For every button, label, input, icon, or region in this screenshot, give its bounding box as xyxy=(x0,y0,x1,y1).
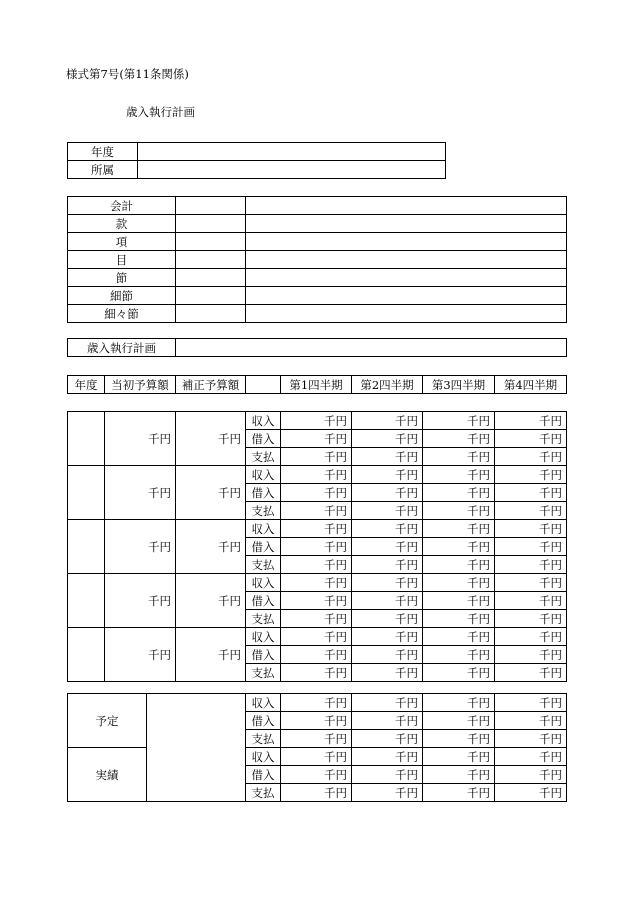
quarter-amount-cell[interactable]: 千円 xyxy=(352,748,423,766)
quarter-amount-cell[interactable]: 千円 xyxy=(281,592,352,610)
quarter-amount-cell[interactable]: 千円 xyxy=(352,694,423,712)
quarter-amount-cell[interactable]: 千円 xyxy=(423,766,495,784)
quarter-amount-cell[interactable]: 千円 xyxy=(281,784,352,802)
quarter-amount-cell[interactable]: 千円 xyxy=(423,502,495,520)
quarter-amount-cell[interactable]: 千円 xyxy=(495,412,567,430)
header-q3: 第3四半期 xyxy=(423,376,495,394)
quarter-amount-cell[interactable]: 千円 xyxy=(423,538,495,556)
revised-budget-cell[interactable]: 千円 xyxy=(176,628,246,682)
account-label: 細々節 xyxy=(68,305,176,323)
quarter-amount-cell[interactable]: 千円 xyxy=(352,664,423,682)
table-row xyxy=(68,251,567,269)
account-label: 節 xyxy=(68,269,176,287)
table-row xyxy=(68,748,567,766)
kind-label: 借入 xyxy=(246,592,281,610)
kind-label: 支払 xyxy=(246,784,281,802)
kind-label: 収入 xyxy=(246,466,281,484)
quarter-amount-cell[interactable]: 千円 xyxy=(423,730,495,748)
table-row xyxy=(68,574,567,592)
account-name-field[interactable] xyxy=(246,305,567,323)
table-row xyxy=(68,412,567,430)
quarter-amount-cell[interactable]: 千円 xyxy=(423,712,495,730)
table-row xyxy=(68,466,567,484)
quarter-amount-cell[interactable]: 千円 xyxy=(281,556,352,574)
quarter-amount-cell[interactable]: 千円 xyxy=(423,592,495,610)
kind-label: 借入 xyxy=(246,484,281,502)
quarter-amount-cell[interactable]: 千円 xyxy=(352,592,423,610)
account-table xyxy=(67,196,567,323)
quarter-amount-cell[interactable]: 千円 xyxy=(352,412,423,430)
quarter-amount-cell[interactable]: 千円 xyxy=(495,694,567,712)
account-code-field[interactable] xyxy=(176,305,246,323)
quarter-amount-cell[interactable]: 千円 xyxy=(495,502,567,520)
table-row xyxy=(68,233,567,251)
quarter-amount-cell[interactable]: 千円 xyxy=(352,466,423,484)
quarter-amount-cell[interactable]: 千円 xyxy=(281,646,352,664)
revised-budget-cell[interactable]: 千円 xyxy=(176,520,246,574)
header-q4: 第4四半期 xyxy=(495,376,567,394)
quarter-amount-cell[interactable]: 千円 xyxy=(281,412,352,430)
kind-label: 収入 xyxy=(246,694,281,712)
quarter-amount-cell[interactable]: 千円 xyxy=(281,766,352,784)
quarter-amount-cell[interactable]: 千円 xyxy=(423,748,495,766)
yearly-plan-table xyxy=(67,411,567,682)
account-name-field[interactable] xyxy=(246,197,567,215)
year-cell[interactable] xyxy=(68,466,105,520)
year-cell[interactable] xyxy=(68,574,105,628)
quarter-amount-cell[interactable]: 千円 xyxy=(495,610,567,628)
quarter-amount-cell[interactable]: 千円 xyxy=(495,628,567,646)
quarter-amount-cell[interactable]: 千円 xyxy=(495,664,567,682)
table-row xyxy=(68,269,567,287)
table-row xyxy=(68,215,567,233)
quarter-amount-cell[interactable]: 千円 xyxy=(281,748,352,766)
quarter-amount-cell[interactable]: 千円 xyxy=(281,730,352,748)
initial-budget-cell[interactable]: 千円 xyxy=(105,574,176,628)
quarter-amount-cell[interactable]: 千円 xyxy=(281,628,352,646)
quarter-amount-cell[interactable]: 千円 xyxy=(495,556,567,574)
initial-budget-cell[interactable]: 千円 xyxy=(105,412,176,466)
account-code-field[interactable] xyxy=(176,197,246,215)
quarter-amount-cell[interactable]: 千円 xyxy=(495,748,567,766)
kind-label: 支払 xyxy=(246,730,281,748)
account-code-field[interactable] xyxy=(176,251,246,269)
account-name-field[interactable] xyxy=(246,287,567,305)
kind-label: 借入 xyxy=(246,538,281,556)
quarter-amount-cell[interactable]: 千円 xyxy=(281,502,352,520)
table-row xyxy=(68,694,567,712)
quarter-amount-cell[interactable]: 千円 xyxy=(281,664,352,682)
quarter-amount-cell[interactable]: 千円 xyxy=(495,448,567,466)
quarter-amount-cell[interactable]: 千円 xyxy=(495,784,567,802)
header-kind xyxy=(246,376,281,394)
quarter-amount-cell[interactable]: 千円 xyxy=(352,712,423,730)
quarter-amount-cell[interactable]: 千円 xyxy=(423,784,495,802)
quarter-amount-cell[interactable]: 千円 xyxy=(495,574,567,592)
revised-budget-cell[interactable]: 千円 xyxy=(176,412,246,466)
quarter-amount-cell[interactable]: 千円 xyxy=(495,430,567,448)
kind-label: 収入 xyxy=(246,412,281,430)
kind-label: 借入 xyxy=(246,646,281,664)
quarter-amount-cell[interactable]: 千円 xyxy=(495,466,567,484)
quarter-amount-cell[interactable]: 千円 xyxy=(352,610,423,628)
summary-blank-cell[interactable] xyxy=(147,694,246,802)
account-code-field[interactable] xyxy=(176,233,246,251)
account-name-field[interactable] xyxy=(246,251,567,269)
quarter-amount-cell[interactable]: 千円 xyxy=(423,574,495,592)
account-label: 項 xyxy=(68,233,176,251)
account-code-field[interactable] xyxy=(176,287,246,305)
revised-budget-cell[interactable]: 千円 xyxy=(176,574,246,628)
quarter-amount-cell[interactable]: 千円 xyxy=(281,484,352,502)
kind-label: 支払 xyxy=(246,502,281,520)
actual-label: 実績 xyxy=(68,748,147,802)
account-name-field[interactable] xyxy=(246,269,567,287)
initial-budget-cell[interactable]: 千円 xyxy=(105,628,176,682)
quarter-amount-cell[interactable]: 千円 xyxy=(423,466,495,484)
kind-label: 支払 xyxy=(246,448,281,466)
quarter-amount-cell[interactable]: 千円 xyxy=(495,538,567,556)
table-row xyxy=(68,520,567,538)
column-header-table xyxy=(67,375,567,394)
plan-name-table xyxy=(67,338,567,357)
header-year: 年度 xyxy=(68,376,105,394)
quarter-amount-cell[interactable]: 千円 xyxy=(352,628,423,646)
account-label: 目 xyxy=(68,251,176,269)
quarter-amount-cell[interactable]: 千円 xyxy=(352,448,423,466)
department-field[interactable] xyxy=(138,161,446,179)
table-row xyxy=(68,339,567,357)
quarter-amount-cell[interactable]: 千円 xyxy=(423,430,495,448)
quarter-amount-cell[interactable]: 千円 xyxy=(423,628,495,646)
account-name-field[interactable] xyxy=(246,215,567,233)
quarter-amount-cell[interactable]: 千円 xyxy=(495,484,567,502)
quarter-amount-cell[interactable]: 千円 xyxy=(352,646,423,664)
year-cell[interactable] xyxy=(68,520,105,574)
quarter-amount-cell[interactable]: 千円 xyxy=(281,610,352,628)
account-label: 細節 xyxy=(68,287,176,305)
account-code-field[interactable] xyxy=(176,269,246,287)
table-row xyxy=(68,287,567,305)
quarter-amount-cell[interactable]: 千円 xyxy=(495,766,567,784)
quarter-amount-cell[interactable]: 千円 xyxy=(281,448,352,466)
quarter-amount-cell[interactable]: 千円 xyxy=(281,712,352,730)
quarter-amount-cell[interactable]: 千円 xyxy=(423,484,495,502)
quarter-amount-cell[interactable]: 千円 xyxy=(281,538,352,556)
quarter-amount-cell[interactable]: 千円 xyxy=(495,520,567,538)
year-cell[interactable] xyxy=(68,628,105,682)
kind-label: 支払 xyxy=(246,610,281,628)
kind-label: 借入 xyxy=(246,430,281,448)
meta-table xyxy=(67,142,446,179)
quarter-amount-cell[interactable]: 千円 xyxy=(495,730,567,748)
year-label: 年度 xyxy=(68,143,138,161)
quarter-amount-cell[interactable]: 千円 xyxy=(495,712,567,730)
document-title: 歳入執行計画 xyxy=(126,105,195,119)
quarter-amount-cell[interactable]: 千円 xyxy=(352,520,423,538)
quarter-amount-cell[interactable]: 千円 xyxy=(423,412,495,430)
kind-label: 収入 xyxy=(246,520,281,538)
quarter-amount-cell[interactable]: 千円 xyxy=(495,646,567,664)
quarter-amount-cell[interactable]: 千円 xyxy=(281,574,352,592)
account-label: 款 xyxy=(68,215,176,233)
account-code-field[interactable] xyxy=(176,215,246,233)
kind-label: 収入 xyxy=(246,628,281,646)
quarter-amount-cell[interactable]: 千円 xyxy=(352,766,423,784)
quarter-amount-cell[interactable]: 千円 xyxy=(352,430,423,448)
kind-label: 収入 xyxy=(246,574,281,592)
quarter-amount-cell[interactable]: 千円 xyxy=(423,520,495,538)
quarter-amount-cell[interactable]: 千円 xyxy=(495,592,567,610)
quarter-amount-cell[interactable]: 千円 xyxy=(423,694,495,712)
department-label: 所属 xyxy=(68,161,138,179)
planned-label: 予定 xyxy=(68,694,147,748)
table-row xyxy=(68,628,567,646)
header-q1: 第1四半期 xyxy=(281,376,352,394)
quarter-amount-cell[interactable]: 千円 xyxy=(352,538,423,556)
form-number: 様式第7号(第11条関係) xyxy=(66,67,189,81)
quarter-amount-cell[interactable]: 千円 xyxy=(423,448,495,466)
quarter-amount-cell[interactable]: 千円 xyxy=(423,556,495,574)
quarter-amount-cell[interactable]: 千円 xyxy=(281,430,352,448)
year-field[interactable] xyxy=(138,143,446,161)
header-initial-budget: 当初予算額 xyxy=(105,376,176,394)
quarter-amount-cell[interactable]: 千円 xyxy=(423,610,495,628)
quarter-amount-cell[interactable]: 千円 xyxy=(281,520,352,538)
quarter-amount-cell[interactable]: 千円 xyxy=(423,646,495,664)
quarter-amount-cell[interactable]: 千円 xyxy=(281,694,352,712)
account-label: 会計 xyxy=(68,197,176,215)
table-row xyxy=(68,376,567,394)
summary-table xyxy=(67,693,567,802)
header-revised-budget: 補正予算額 xyxy=(176,376,246,394)
initial-budget-cell[interactable]: 千円 xyxy=(105,466,176,520)
quarter-amount-cell[interactable]: 千円 xyxy=(352,730,423,748)
quarter-amount-cell[interactable]: 千円 xyxy=(423,664,495,682)
quarter-amount-cell[interactable]: 千円 xyxy=(281,466,352,484)
plan-label: 歳入執行計画 xyxy=(68,339,176,357)
table-row xyxy=(68,197,567,215)
kind-label: 支払 xyxy=(246,556,281,574)
kind-label: 支払 xyxy=(246,664,281,682)
table-row xyxy=(68,161,446,179)
kind-label: 収入 xyxy=(246,748,281,766)
revised-budget-cell[interactable]: 千円 xyxy=(176,466,246,520)
table-row xyxy=(68,305,567,323)
quarter-amount-cell[interactable]: 千円 xyxy=(352,574,423,592)
quarter-amount-cell[interactable]: 千円 xyxy=(352,484,423,502)
quarter-amount-cell[interactable]: 千円 xyxy=(352,502,423,520)
account-name-field[interactable] xyxy=(246,233,567,251)
plan-name-field[interactable] xyxy=(176,339,567,357)
table-row xyxy=(68,143,446,161)
initial-budget-cell[interactable]: 千円 xyxy=(105,520,176,574)
header-q2: 第2四半期 xyxy=(352,376,423,394)
year-cell[interactable] xyxy=(68,412,105,466)
kind-label: 借入 xyxy=(246,766,281,784)
kind-label: 借入 xyxy=(246,712,281,730)
quarter-amount-cell[interactable]: 千円 xyxy=(352,556,423,574)
quarter-amount-cell[interactable]: 千円 xyxy=(352,784,423,802)
